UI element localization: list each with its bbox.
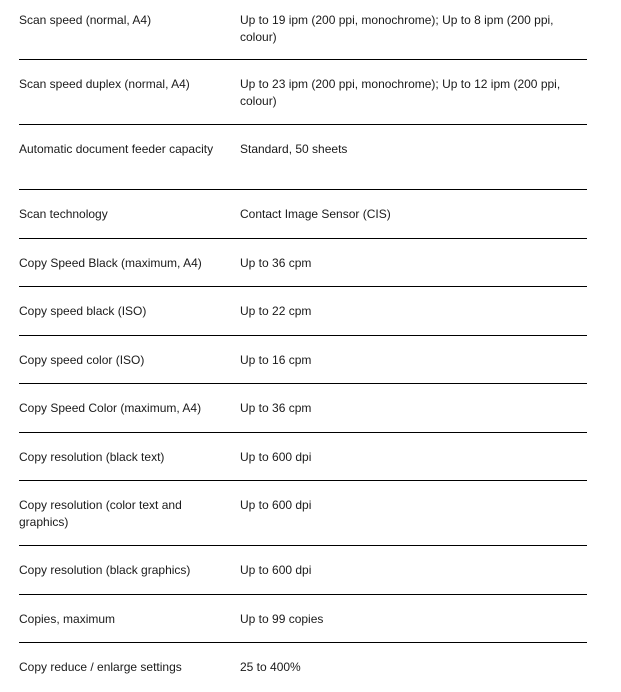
spec-label: Scan technology bbox=[19, 207, 108, 221]
spec-value: Up to 23 ipm (200 ppi, monochrome); Up to 12 ipm (200 ppi, colour) bbox=[240, 77, 561, 108]
spec-row bbox=[19, 481, 587, 546]
spec-value: 25 to 400% bbox=[240, 660, 301, 674]
spec-row bbox=[19, 125, 587, 190]
spec-label: Copy resolution (color text and graphics) bbox=[19, 498, 182, 529]
spec-row bbox=[19, 546, 587, 595]
spec-row bbox=[19, 643, 587, 692]
spec-value: Standard, 50 sheets bbox=[240, 142, 348, 156]
spec-value: Contact Image Sensor (CIS) bbox=[240, 207, 391, 221]
spec-label: Copy resolution (black graphics) bbox=[19, 563, 191, 577]
spec-label: Copy speed black (ISO) bbox=[19, 304, 147, 318]
spec-value: Up to 36 cpm bbox=[240, 255, 312, 270]
spec-value: Up to 600 dpi bbox=[240, 449, 312, 464]
spec-label: Automatic document feeder capacity bbox=[19, 142, 214, 156]
spec-value: Up to 99 copies bbox=[240, 611, 324, 626]
spec-row bbox=[19, 239, 587, 288]
spec-value: Up to 19 ipm (200 ppi, monochrome); Up to 8 ipm (200 ppi, colour) bbox=[240, 13, 554, 44]
spec-row bbox=[19, 336, 587, 385]
spec-row bbox=[19, 433, 587, 482]
spec-value: Up to 22 cpm bbox=[240, 304, 312, 318]
spec-label: Copy Speed Black (maximum, A4) bbox=[19, 255, 202, 270]
spec-table bbox=[19, 0, 587, 692]
spec-row bbox=[19, 384, 587, 433]
spec-label: Copies, maximum bbox=[19, 611, 116, 626]
spec-value: Up to 16 cpm bbox=[240, 352, 312, 367]
spec-label: Copy speed color (ISO) bbox=[19, 352, 145, 367]
spec-row bbox=[19, 595, 587, 644]
spec-label: Copy reduce / enlarge settings bbox=[19, 660, 182, 674]
spec-value: Up to 600 dpi bbox=[240, 563, 312, 577]
spec-label: Scan speed duplex (normal, A4) bbox=[19, 77, 190, 91]
spec-label: Copy Speed Color (maximum, A4) bbox=[19, 401, 202, 415]
spec-row bbox=[19, 287, 587, 336]
spec-row bbox=[19, 190, 587, 239]
spec-label: Scan speed (normal, A4) bbox=[19, 13, 152, 27]
spec-label: Copy resolution (black text) bbox=[19, 449, 165, 464]
spec-value: Up to 600 dpi bbox=[240, 498, 312, 512]
spec-row bbox=[19, 60, 587, 125]
spec-row bbox=[19, 0, 587, 60]
spec-value: Up to 36 cpm bbox=[240, 401, 312, 415]
